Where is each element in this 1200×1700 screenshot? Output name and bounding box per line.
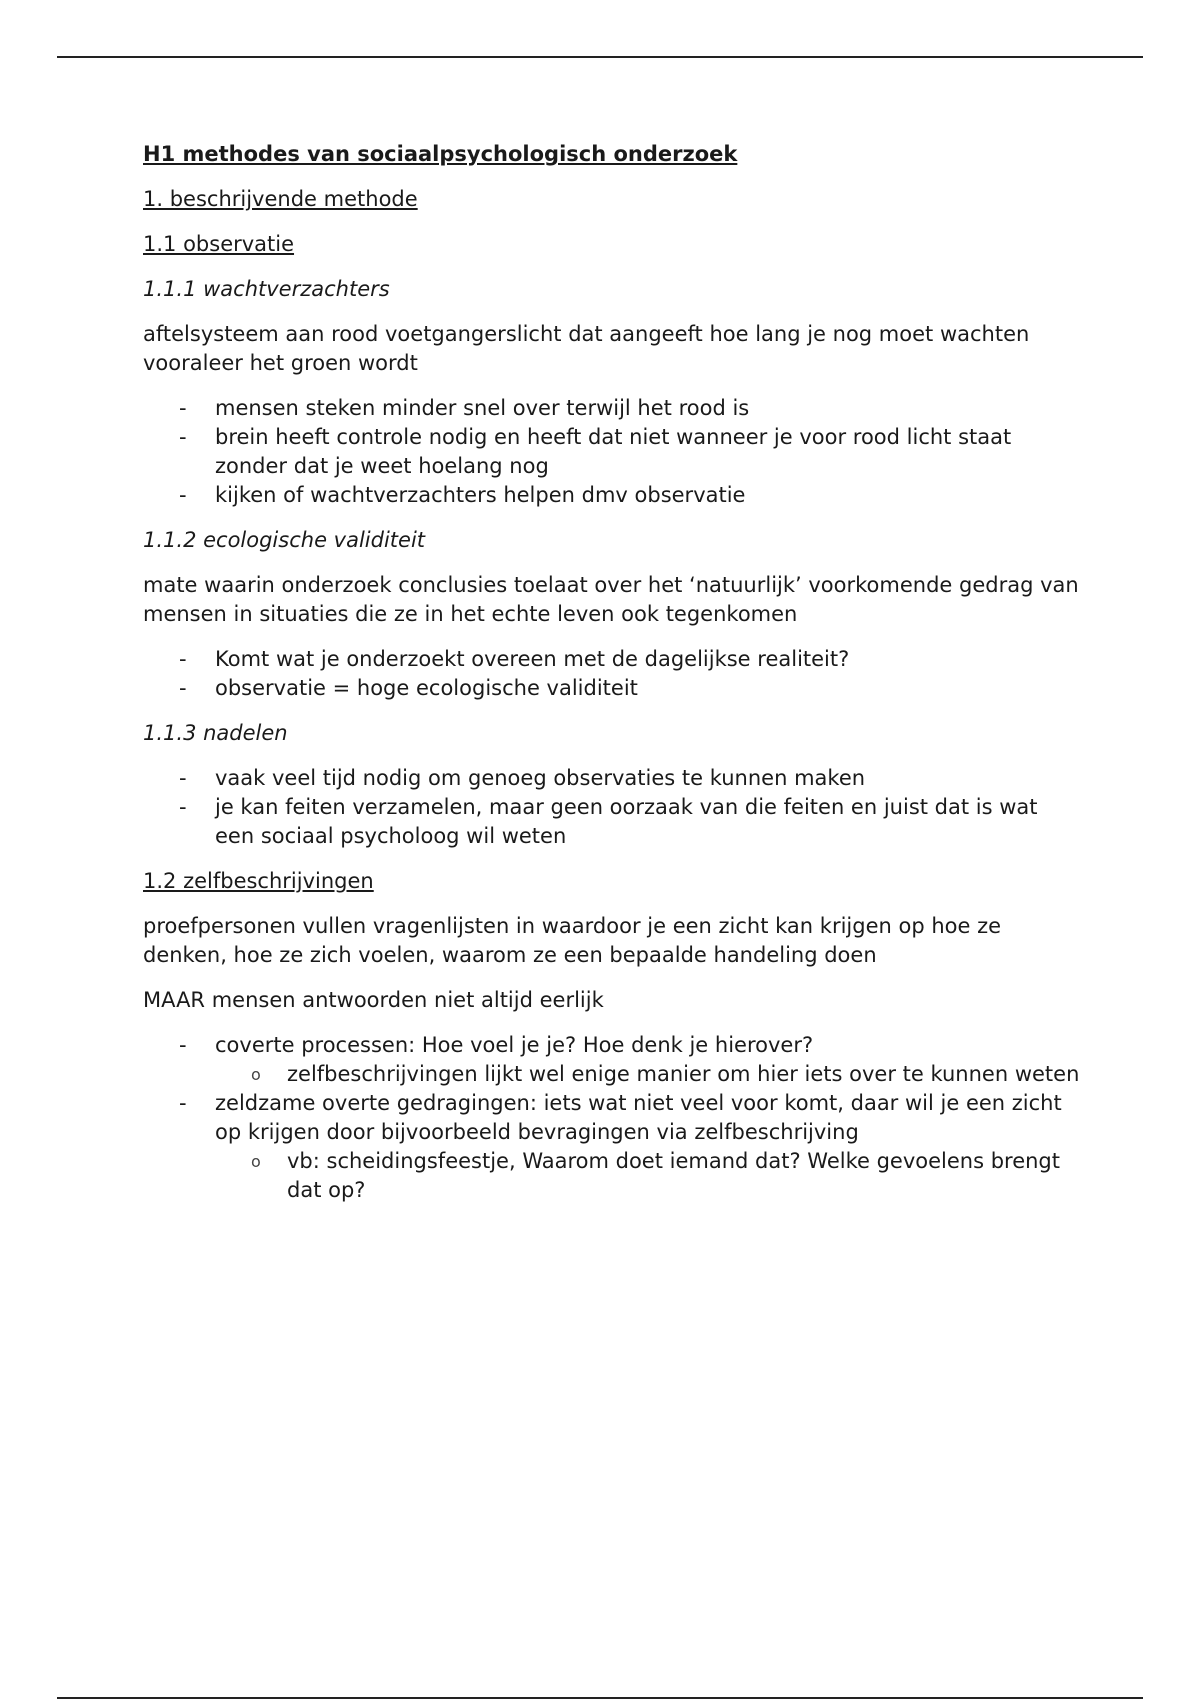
section-heading-1-1: 1.1 observatie — [143, 232, 295, 256]
paragraph-wachtverzachters: aftelsysteem aan rood voetgangerslicht dat aangeeft hoe lang je nog moet wachten vooraleer het groen wordt — [143, 322, 1030, 375]
list-item-text: Komt wat je onderzoekt overeen met de dagelijkse realiteit? — [215, 647, 850, 671]
list-item-text: brein heeft controle nodig en heeft dat niet wanneer je voor rood licht staat zonder dat je weet hoelang nog — [215, 425, 1012, 478]
bullet-list-nadelen — [143, 764, 1083, 851]
list-item-text: mensen steken minder snel over terwijl het rood is — [215, 396, 750, 420]
paragraph-ecologische-validiteit: mate waarin onderzoek conclusies toelaat over het ‘natuurlijk’ voorkomende gedrag van mensen in situaties die ze in het echte leven ook tegenkomen — [143, 573, 1079, 626]
sub-list-item — [215, 1147, 1083, 1205]
list-item — [143, 764, 1083, 793]
sub-list-item-text: vb: scheidingsfeestje, Waarom doet iemand dat? Welke gevoelens brengt dat op? — [287, 1149, 1061, 1202]
list-item-text: zeldzame overte gedragingen: iets wat niet veel voor komt, daar wil je een zicht op krijgen door bijvoorbeeld bevragingen via zelfbeschrijving — [215, 1091, 1062, 1144]
list-item — [143, 394, 1083, 423]
list-item — [143, 423, 1083, 481]
sub-list — [215, 1147, 1083, 1205]
list-item — [143, 674, 1083, 703]
list-item-text: kijken of wachtverzachters helpen dmv observatie — [215, 483, 746, 507]
subsection-heading-1-1-3: 1.1.3 nadelen — [143, 721, 288, 745]
subsection-heading-1-1-2: 1.1.2 ecologische validiteit — [143, 528, 426, 552]
dash-marker: - — [179, 1091, 187, 1115]
circle-marker: o — [251, 1152, 261, 1171]
top-rule — [57, 56, 1143, 58]
dash-marker: - — [179, 425, 187, 449]
dash-marker: - — [179, 396, 187, 420]
dash-marker: - — [179, 1033, 187, 1057]
bullet-list-ecologische-validiteit — [143, 645, 1083, 703]
list-item-text: je kan feiten verzamelen, maar geen oorzaak van die feiten en juist dat is wat een sociaal psycholoog wil weten — [215, 795, 1038, 848]
list-item-text: coverte processen: Hoe voel je je? Hoe denk je hierover? — [215, 1033, 814, 1057]
bullet-list-wachtverzachters — [143, 394, 1083, 510]
dash-marker: - — [179, 766, 187, 790]
sub-list-item — [215, 1060, 1083, 1089]
list-item-text: observatie = hoge ecologische validiteit — [215, 676, 638, 700]
list-item — [143, 481, 1083, 510]
dash-marker: - — [179, 795, 187, 819]
dash-marker: - — [179, 483, 187, 507]
circle-marker: o — [251, 1065, 261, 1084]
list-item — [143, 1089, 1083, 1205]
list-item-text: vaak veel tijd nodig om genoeg observaties te kunnen maken — [215, 766, 866, 790]
dash-marker: - — [179, 676, 187, 700]
paragraph-maar: MAAR mensen antwoorden niet altijd eerlijk — [143, 988, 604, 1012]
document-body — [143, 140, 1083, 1221]
subsection-heading-1-1-1: 1.1.1 wachtverzachters — [143, 277, 390, 301]
sub-list-item-text: zelfbeschrijvingen lijkt wel enige manier om hier iets over te kunnen weten — [287, 1062, 1080, 1086]
section-heading-1-2: 1.2 zelfbeschrijvingen — [143, 869, 374, 893]
document-title: H1 methodes van sociaalpsychologisch onderzoek — [143, 142, 738, 166]
bullet-list-zelfbeschrijvingen — [143, 1031, 1083, 1205]
sub-list — [215, 1060, 1083, 1089]
paragraph-zelfbeschrijvingen: proefpersonen vullen vragenlijsten in waardoor je een zicht kan krijgen op hoe ze denken, hoe ze zich voelen, waarom ze een bepaalde handeling doen — [143, 914, 1002, 967]
section-heading-1: 1. beschrijvende methode — [143, 187, 418, 211]
list-item — [143, 793, 1083, 851]
bottom-rule — [57, 1697, 1143, 1699]
dash-marker: - — [179, 647, 187, 671]
list-item — [143, 1031, 1083, 1089]
list-item — [143, 645, 1083, 674]
